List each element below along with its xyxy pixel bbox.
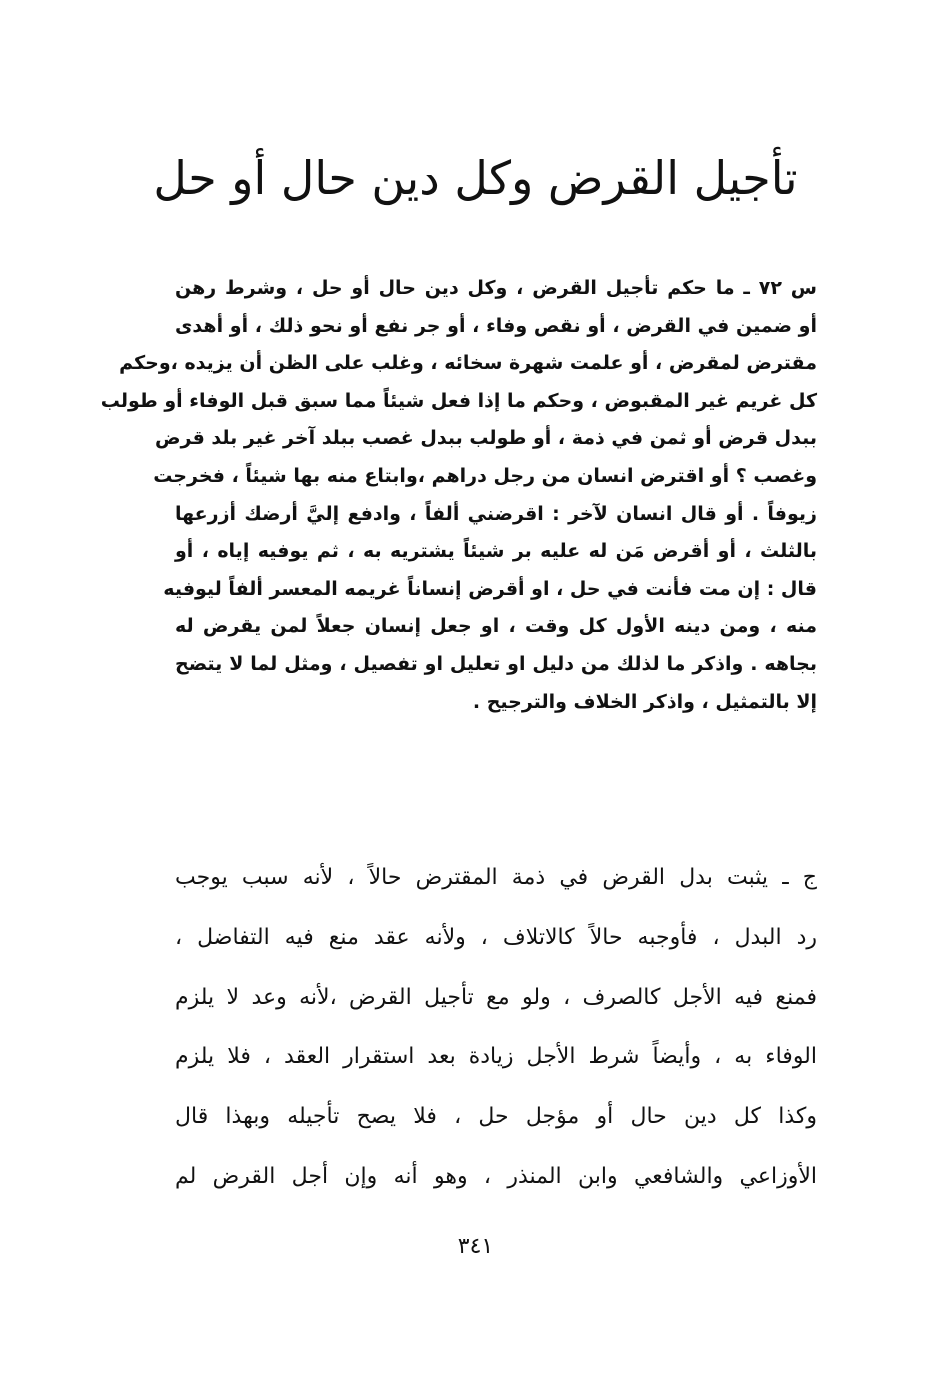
answer-line: فمنع فيه الأجل كالصرف ، ولو مع تأجيل القرض ،لأنه وعد لا يلزم [175,984,817,1010]
answer-line: ج ـ يثبت بدل القرض في ذمة المقترض حالاً ، لأنه سبب يوجب [175,865,817,890]
page-number: ٣٤١ [457,1234,494,1259]
answer-paragraph [175,848,817,1207]
answer-line: رد البدل ، فأوجبه حالاً كالاتلاف ، ولأنه عقد منع فيه التفاضل ، [175,924,817,950]
question-paragraph [100,270,817,721]
question-line: مقترض لمقرض ، أو علمت شهرة سخائه ، وغلب على الظن أن يزيده ،وحكم [119,352,817,375]
page-title: تأجيل القرض وكل دين حال أو حل [153,151,798,205]
answer-line: الوفاء به ، وأيضاً شرط الأجل زيادة بعد استقرار العقد ، فلا يلزم [175,1044,817,1070]
question-line: أو ضمين في القرض ، أو نقص وفاء ، أو جر نفع أو نحو ذلك ، أو أهدى [175,314,817,337]
question-line: بجاهه . واذكر ما لذلك من دليل او تعليل او تفصيل ، ومثل لما لا يتضح [175,652,817,675]
question-line: زيوفاً . أو قال انسان لآخر : اقرضني ألفاً ، وادفع إليَّ أرضك أزرعها [175,502,817,525]
question-line: ببدل قرض أو ثمن في ذمة ، أو طولب ببدل غصب ببلد آخر غير بلد قرض [154,427,817,450]
answer-line: وكذا كل دين حال أو مؤجل حل ، فلا يصح تأجيله وبهذا قال [175,1104,817,1130]
question-line: كل غريم غير المقبوض ، وحكم ما إذا فعل شيئاً مما سبق قبل الوفاء أو طولب [100,389,817,412]
question-line: منه ، ومن دينه الأول كل وقت ، او جعل إنسان جعلاً لمن يقرض له [175,615,817,638]
question-line: وغصب ؟ أو اقترض انسان من رجل دراهم ،وابتاع منه بها شيئاً ، فخرجت [153,464,817,487]
answer-line: الأوزاعي والشافعي وابن المنذر ، وهو أنه وإن أجل القرض لم [175,1163,817,1189]
question-line: س ٧٢ ـ ما حكم تأجيل القرض ، وكل دين حال أو حل ، وشرط رهن [175,277,817,299]
question-line: إلا بالتمثيل ، واذكر الخلاف والترجيح . [472,690,817,713]
question-line: قال : إن مت فأنت في حل ، او أقرض إنساناً غريمه المعسر ألفاً ليوفيه [163,577,817,600]
question-line: بالثلث ، أو أقرض مَن له عليه بر شيئاً يشتريه به ، ثم يوفيه إياه ، أو [175,540,817,563]
